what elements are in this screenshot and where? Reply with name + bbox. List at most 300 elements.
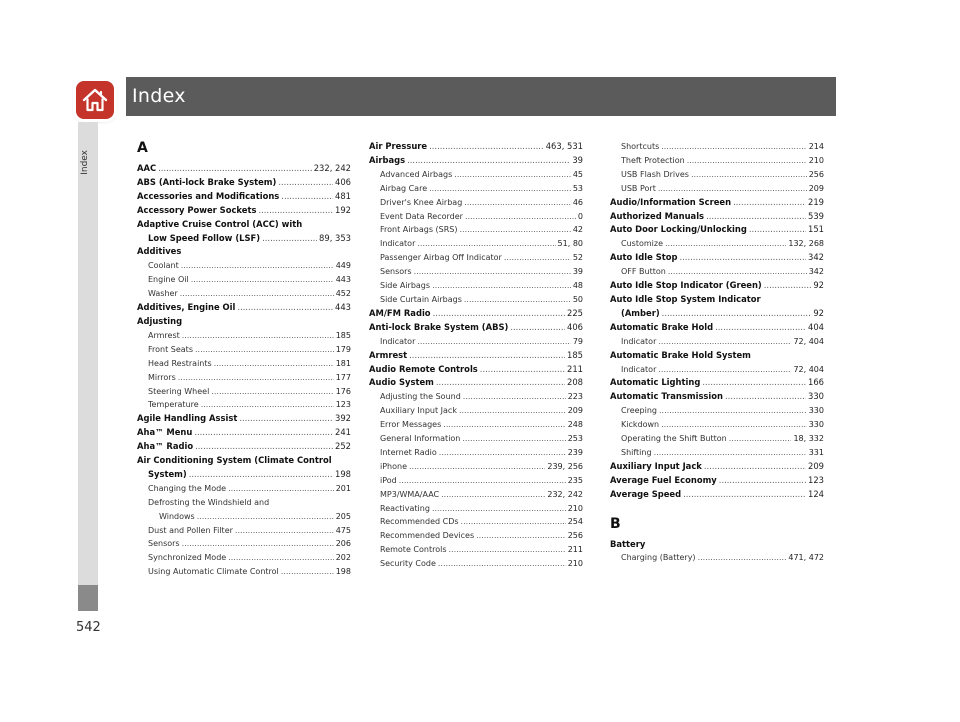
- page-ref[interactable]: 39: [572, 267, 583, 277]
- page-ref[interactable]: 219: [808, 196, 824, 207]
- index-term: Aha™ Radio: [137, 441, 194, 452]
- page-ref[interactable]: 209: [567, 406, 583, 416]
- page-ref[interactable]: 210: [567, 503, 583, 513]
- index-term: Audio/Information Screen: [610, 196, 732, 207]
- leader-dots: [407, 154, 570, 168]
- page-ref[interactable]: 51, 80: [557, 239, 583, 249]
- page-ref[interactable]: 239, 256: [547, 461, 583, 471]
- page-ref[interactable]: 253: [567, 434, 583, 444]
- index-entry[interactable]: [610, 154, 824, 168]
- index-term: Accessory Power Sockets: [137, 204, 257, 215]
- index-entry[interactable]: [610, 474, 824, 488]
- index-entry[interactable]: [369, 529, 583, 543]
- index-entry[interactable]: [137, 412, 351, 426]
- index-entry[interactable]: [369, 279, 583, 293]
- page-ref[interactable]: 89, 353: [319, 232, 351, 243]
- index-entry[interactable]: [610, 210, 824, 224]
- index-entry[interactable]: [610, 168, 824, 182]
- index-entry[interactable]: [369, 390, 583, 404]
- leader-dots: [436, 376, 565, 390]
- index-term: MP3/WMA/AAC: [380, 489, 440, 499]
- leader-dots: [733, 196, 806, 210]
- index-term: AM/FM Radio: [369, 307, 431, 318]
- index-term: Operating the Shift Button: [621, 434, 727, 444]
- page-ref[interactable]: 248: [567, 420, 583, 430]
- index-term: Driver's Knee Airbag: [380, 197, 463, 207]
- leader-dots: [687, 154, 807, 168]
- page-ref[interactable]: 475: [335, 525, 351, 535]
- leader-dots: [178, 371, 334, 385]
- index-entry[interactable]: [369, 474, 583, 488]
- leader-dots: [661, 140, 806, 154]
- entry-list: [137, 162, 351, 579]
- page-ref[interactable]: 45: [572, 169, 583, 179]
- index-column-3: [610, 140, 824, 565]
- index-entry[interactable]: [137, 232, 351, 246]
- leader-dots: [197, 510, 334, 524]
- index-entry[interactable]: [610, 293, 824, 307]
- index-entry[interactable]: [369, 168, 583, 182]
- index-entry[interactable]: [610, 321, 824, 335]
- index-entry[interactable]: [610, 390, 824, 404]
- page-ref[interactable]: 201: [335, 483, 351, 493]
- leader-dots: [460, 223, 571, 237]
- index-entry[interactable]: [610, 335, 824, 349]
- leader-dots: [665, 237, 786, 251]
- leader-dots: [764, 279, 812, 293]
- index-term: Automatic Lighting: [610, 377, 701, 388]
- page-ref[interactable]: 443: [335, 302, 351, 313]
- index-entry[interactable]: [137, 273, 351, 287]
- index-entry[interactable]: [137, 398, 351, 412]
- index-term: iPod: [380, 475, 397, 485]
- leader-dots: [281, 565, 334, 579]
- index-entry[interactable]: [369, 502, 583, 516]
- leader-dots: [414, 265, 571, 279]
- page-ref[interactable]: 214: [808, 142, 824, 151]
- index-entry[interactable]: [610, 140, 824, 154]
- leader-dots: [658, 182, 807, 196]
- index-entry[interactable]: [137, 510, 351, 524]
- page-ref[interactable]: 223: [567, 392, 583, 402]
- index-term: Average Speed: [610, 488, 682, 499]
- index-term: Changing the Mode: [148, 483, 227, 493]
- index-entry[interactable]: [369, 446, 583, 460]
- page-ref[interactable]: 52: [572, 253, 583, 263]
- page-ref[interactable]: 205: [335, 511, 351, 521]
- index-entry[interactable]: [137, 524, 351, 538]
- index-term: Head Restraints: [148, 358, 212, 368]
- index-term: Engine Oil: [148, 275, 189, 285]
- index-term: Automatic Brake Hold System: [610, 349, 751, 360]
- page-ref[interactable]: 210: [567, 559, 583, 569]
- page-ref[interactable]: 48: [572, 281, 583, 291]
- page-ref[interactable]: 463, 531: [545, 141, 583, 151]
- page-ref[interactable]: 330: [808, 391, 824, 402]
- index-term: Shortcuts: [621, 142, 660, 151]
- leader-dots: [691, 168, 807, 182]
- index-term: Reactivating: [380, 503, 430, 513]
- index-entry[interactable]: [610, 418, 824, 432]
- page-ref[interactable]: 539: [808, 210, 824, 221]
- page-ref[interactable]: 185: [335, 330, 351, 340]
- side-index-tab[interactable]: [78, 585, 98, 611]
- index-entry[interactable]: [369, 140, 583, 154]
- page-ref[interactable]: 443: [335, 275, 351, 285]
- index-entry[interactable]: [369, 404, 583, 418]
- index-term: Internet Radio: [380, 447, 437, 457]
- index-entry[interactable]: [137, 329, 351, 343]
- index-entry[interactable]: [610, 363, 824, 377]
- index-term: Sensors: [380, 267, 412, 277]
- page-ref[interactable]: 177: [335, 372, 351, 382]
- page-ref[interactable]: 123: [335, 400, 351, 410]
- page-ref[interactable]: 330: [808, 406, 824, 416]
- index-entry[interactable]: [369, 251, 583, 265]
- page-ref[interactable]: 254: [567, 517, 583, 527]
- index-entry[interactable]: [369, 223, 583, 237]
- index-term: Audio Remote Controls: [369, 363, 478, 374]
- page-ref[interactable]: 256: [567, 531, 583, 541]
- leader-dots: [443, 418, 565, 432]
- leader-dots: [281, 190, 333, 204]
- page-ref[interactable]: 331: [808, 447, 824, 457]
- index-term: Synchronized Mode: [148, 553, 227, 563]
- index-entry[interactable]: [137, 287, 351, 301]
- page-ref[interactable]: 211: [567, 363, 583, 374]
- index-entry[interactable]: [610, 538, 824, 552]
- entry-list: [610, 538, 824, 566]
- page-ref[interactable]: 176: [335, 386, 351, 396]
- leader-dots: [409, 349, 565, 363]
- section-letter-a: A: [137, 140, 148, 156]
- index-entry[interactable]: [137, 301, 351, 315]
- page-ref[interactable]: 481: [335, 190, 351, 201]
- index-entry[interactable]: [137, 259, 351, 273]
- page-ref[interactable]: 18, 332: [793, 434, 824, 444]
- page-ref[interactable]: 452: [335, 289, 351, 299]
- index-entry[interactable]: [369, 196, 583, 210]
- index-entry[interactable]: [369, 154, 583, 168]
- leader-dots: [510, 321, 565, 335]
- leader-dots: [432, 279, 571, 293]
- index-term: Armrest: [369, 349, 408, 360]
- page-ref[interactable]: 404: [808, 321, 824, 332]
- index-entry[interactable]: [137, 482, 351, 496]
- index-entry[interactable]: [137, 218, 351, 232]
- page-ref[interactable]: 406: [567, 321, 583, 332]
- index-entry[interactable]: [137, 468, 351, 482]
- index-term: Washer: [148, 289, 178, 299]
- page-ref[interactable]: 232, 242: [547, 489, 583, 499]
- page-ref[interactable]: 392: [335, 413, 351, 424]
- index-entry[interactable]: [610, 237, 824, 251]
- leader-dots: [409, 460, 545, 474]
- index-term: Auto Idle Stop Indicator (Green): [610, 280, 762, 291]
- index-entry[interactable]: [137, 371, 351, 385]
- index-entry[interactable]: [137, 176, 351, 190]
- side-index-label: Index: [80, 150, 90, 175]
- index-term: Security Code: [380, 559, 436, 569]
- index-term: Steering Wheel: [148, 386, 210, 396]
- page-title: Index: [132, 85, 186, 107]
- page-ref[interactable]: 151: [808, 224, 824, 235]
- page-ref[interactable]: 198: [335, 567, 351, 577]
- page-ref[interactable]: 225: [567, 307, 583, 318]
- leader-dots: [399, 474, 566, 488]
- leader-dots: [668, 265, 807, 279]
- index-term: (Amber): [621, 307, 660, 318]
- index-term: Auxiliary Input Jack: [610, 460, 702, 471]
- leader-dots: [417, 335, 570, 349]
- leader-dots: [278, 176, 333, 190]
- index-entry[interactable]: [610, 307, 824, 321]
- leader-dots: [464, 293, 571, 307]
- index-term: Windows: [159, 511, 195, 521]
- page-ref[interactable]: 241: [335, 427, 351, 438]
- leader-dots: [661, 418, 807, 432]
- page-ref[interactable]: 42: [572, 225, 583, 235]
- index-entry[interactable]: [369, 182, 583, 196]
- page-ref[interactable]: 210: [808, 155, 824, 165]
- index-term: USB Flash Drives: [621, 169, 689, 179]
- leader-dots: [439, 446, 566, 460]
- leader-dots: [725, 390, 806, 404]
- page-ref[interactable]: 209: [808, 460, 824, 471]
- page-ref[interactable]: 202: [335, 553, 351, 563]
- index-term: Air Pressure: [369, 141, 428, 151]
- index-term: ABS (Anti-lock Brake System): [137, 176, 277, 187]
- index-entry[interactable]: [137, 537, 351, 551]
- leader-dots: [465, 210, 576, 224]
- index-entry[interactable]: [610, 488, 824, 502]
- page-ref[interactable]: 206: [335, 539, 351, 549]
- index-entry[interactable]: [610, 223, 824, 237]
- index-term: Mirrors: [148, 372, 176, 382]
- leader-dots: [702, 376, 806, 390]
- index-entry[interactable]: [137, 315, 351, 329]
- leader-dots: [480, 363, 565, 377]
- page-ref[interactable]: 179: [335, 344, 351, 354]
- index-term: System): [148, 468, 187, 479]
- page-ref[interactable]: 132, 268: [788, 239, 824, 249]
- index-entry[interactable]: [610, 196, 824, 210]
- index-term: Indicator: [380, 239, 416, 249]
- page-ref[interactable]: 72, 404: [793, 364, 824, 374]
- index-entry[interactable]: [369, 376, 583, 390]
- index-term: Adaptive Cruise Control (ACC) with: [137, 218, 303, 229]
- page-ref[interactable]: 211: [567, 545, 583, 555]
- page-ref[interactable]: 0: [577, 211, 583, 221]
- page-ref[interactable]: 185: [567, 349, 583, 360]
- index-entry[interactable]: [369, 418, 583, 432]
- leader-dots: [459, 404, 566, 418]
- index-term: Customize: [621, 239, 663, 249]
- index-entry[interactable]: [137, 440, 351, 454]
- index-entry[interactable]: [137, 426, 351, 440]
- leader-dots: [461, 515, 566, 529]
- leader-dots: [181, 259, 334, 273]
- leader-dots: [258, 204, 333, 218]
- leader-dots: [189, 468, 333, 482]
- index-entry[interactable]: [369, 515, 583, 529]
- page-ref[interactable]: 92: [813, 307, 824, 318]
- page-ref[interactable]: 72, 404: [793, 336, 824, 346]
- page-ref[interactable]: 39: [572, 154, 583, 165]
- page-ref[interactable]: 342: [808, 267, 824, 277]
- index-term: Sensors: [148, 539, 180, 549]
- leader-dots: [195, 440, 333, 454]
- page-ref[interactable]: 449: [335, 261, 351, 271]
- index-term: Indicator: [621, 336, 657, 346]
- page-ref[interactable]: 256: [808, 169, 824, 179]
- index-entry[interactable]: [137, 551, 351, 565]
- entry-list: [369, 140, 583, 571]
- index-entry[interactable]: [610, 182, 824, 196]
- leader-dots: [438, 557, 566, 571]
- index-entry[interactable]: [369, 363, 583, 377]
- page-ref[interactable]: 192: [335, 204, 351, 215]
- page-ref[interactable]: 471, 472: [788, 553, 824, 563]
- index-term: Passenger Airbag Off Indicator: [380, 253, 502, 263]
- page-ref[interactable]: 198: [335, 468, 351, 479]
- index-term: Additives: [137, 246, 182, 257]
- leader-dots: [235, 524, 334, 538]
- index-entry[interactable]: [610, 551, 824, 565]
- index-entry[interactable]: [137, 204, 351, 218]
- index-entry[interactable]: [610, 251, 824, 265]
- index-term: Auxiliary Input Jack: [380, 406, 457, 416]
- leader-dots: [698, 551, 787, 565]
- index-term: Authorized Manuals: [610, 210, 705, 221]
- index-entry[interactable]: [369, 543, 583, 557]
- index-entry[interactable]: [610, 279, 824, 293]
- index-entry[interactable]: [137, 385, 351, 399]
- page-ref[interactable]: 232, 242: [313, 163, 351, 173]
- index-term: Additives, Engine Oil: [137, 302, 236, 313]
- index-term: Using Automatic Climate Control: [148, 567, 279, 577]
- leader-dots: [454, 168, 571, 182]
- home-button[interactable]: [76, 81, 114, 119]
- index-entry[interactable]: [369, 307, 583, 321]
- leader-dots: [462, 432, 565, 446]
- index-entry[interactable]: [369, 460, 583, 474]
- index-entry[interactable]: [137, 162, 351, 176]
- leader-dots: [715, 321, 806, 335]
- index-term: Remote Controls: [380, 545, 447, 555]
- leader-dots: [433, 307, 565, 321]
- index-entry[interactable]: [610, 460, 824, 474]
- index-term: iPhone: [380, 461, 408, 471]
- index-entry[interactable]: [137, 357, 351, 371]
- leader-dots: [504, 251, 571, 265]
- leader-dots: [463, 390, 566, 404]
- index-term: Front Seats: [148, 344, 193, 354]
- index-entry[interactable]: [369, 488, 583, 502]
- leader-dots: [262, 232, 317, 246]
- index-term: USB Port: [621, 183, 656, 193]
- page-ref[interactable]: 53: [572, 183, 583, 193]
- index-term: Average Fuel Economy: [610, 474, 717, 485]
- page-ref[interactable]: 342: [808, 252, 824, 263]
- index-entry[interactable]: [137, 454, 351, 468]
- index-entry[interactable]: [369, 335, 583, 349]
- page-ref[interactable]: 79: [572, 336, 583, 346]
- index-term: AAC: [137, 163, 157, 173]
- section-letter-b: B: [610, 515, 621, 532]
- index-entry[interactable]: [369, 237, 583, 251]
- index-term: Airbag Care: [380, 183, 428, 193]
- leader-dots: [749, 223, 806, 237]
- index-term: Defrosting the Windshield and: [148, 497, 270, 507]
- leader-dots: [658, 363, 791, 377]
- index-entry[interactable]: [369, 210, 583, 224]
- index-term: Error Messages: [380, 420, 442, 430]
- index-term: Coolant: [148, 261, 179, 271]
- index-entry[interactable]: [610, 265, 824, 279]
- index-entry[interactable]: [137, 245, 351, 259]
- index-term: Charging (Battery): [621, 553, 696, 563]
- index-entry[interactable]: [137, 190, 351, 204]
- index-entry[interactable]: [137, 565, 351, 579]
- page-ref[interactable]: 50: [572, 294, 583, 304]
- index-column-1: [137, 140, 351, 579]
- index-term: Auto Idle Stop System Indicator: [610, 293, 761, 304]
- page-ref[interactable]: 181: [335, 358, 351, 368]
- page-ref[interactable]: 235: [567, 475, 583, 485]
- index-entry[interactable]: [369, 293, 583, 307]
- index-term: Recommended Devices: [380, 531, 475, 541]
- index-entry[interactable]: [369, 557, 583, 571]
- index-entry[interactable]: [369, 432, 583, 446]
- page-ref[interactable]: 406: [335, 176, 351, 187]
- index-entry[interactable]: [369, 265, 583, 279]
- header-bar: [126, 77, 836, 116]
- index-term: Kickdown: [621, 420, 660, 430]
- page-ref[interactable]: 166: [808, 377, 824, 388]
- index-entry[interactable]: [369, 321, 583, 335]
- index-entry[interactable]: [610, 432, 824, 446]
- leader-dots: [239, 412, 333, 426]
- index-term: Creeping: [621, 406, 657, 416]
- index-entry[interactable]: [610, 349, 824, 363]
- leader-dots: [214, 357, 334, 371]
- leader-dots: [476, 529, 566, 543]
- side-index-strip: [78, 122, 98, 585]
- index-entry[interactable]: [610, 376, 824, 390]
- index-entry[interactable]: [137, 343, 351, 357]
- index-entry[interactable]: [369, 349, 583, 363]
- page-ref[interactable]: 252: [335, 441, 351, 452]
- leader-dots: [237, 301, 333, 315]
- index-entry[interactable]: [610, 446, 824, 460]
- page-ref[interactable]: 208: [567, 377, 583, 388]
- index-entry[interactable]: [137, 496, 351, 510]
- leader-dots: [659, 404, 807, 418]
- leader-dots: [429, 182, 571, 196]
- leader-dots: [679, 251, 806, 265]
- index-entry[interactable]: [610, 404, 824, 418]
- page-ref[interactable]: 123: [808, 474, 824, 485]
- page-ref[interactable]: 46: [572, 197, 583, 207]
- leader-dots: [441, 488, 545, 502]
- page-ref[interactable]: 330: [808, 420, 824, 430]
- page-ref[interactable]: 92: [813, 280, 824, 291]
- page-ref[interactable]: 209: [808, 183, 824, 193]
- index-term: Front Airbags (SRS): [380, 225, 458, 235]
- page-ref[interactable]: 124: [808, 488, 824, 499]
- page-ref[interactable]: 239: [567, 447, 583, 457]
